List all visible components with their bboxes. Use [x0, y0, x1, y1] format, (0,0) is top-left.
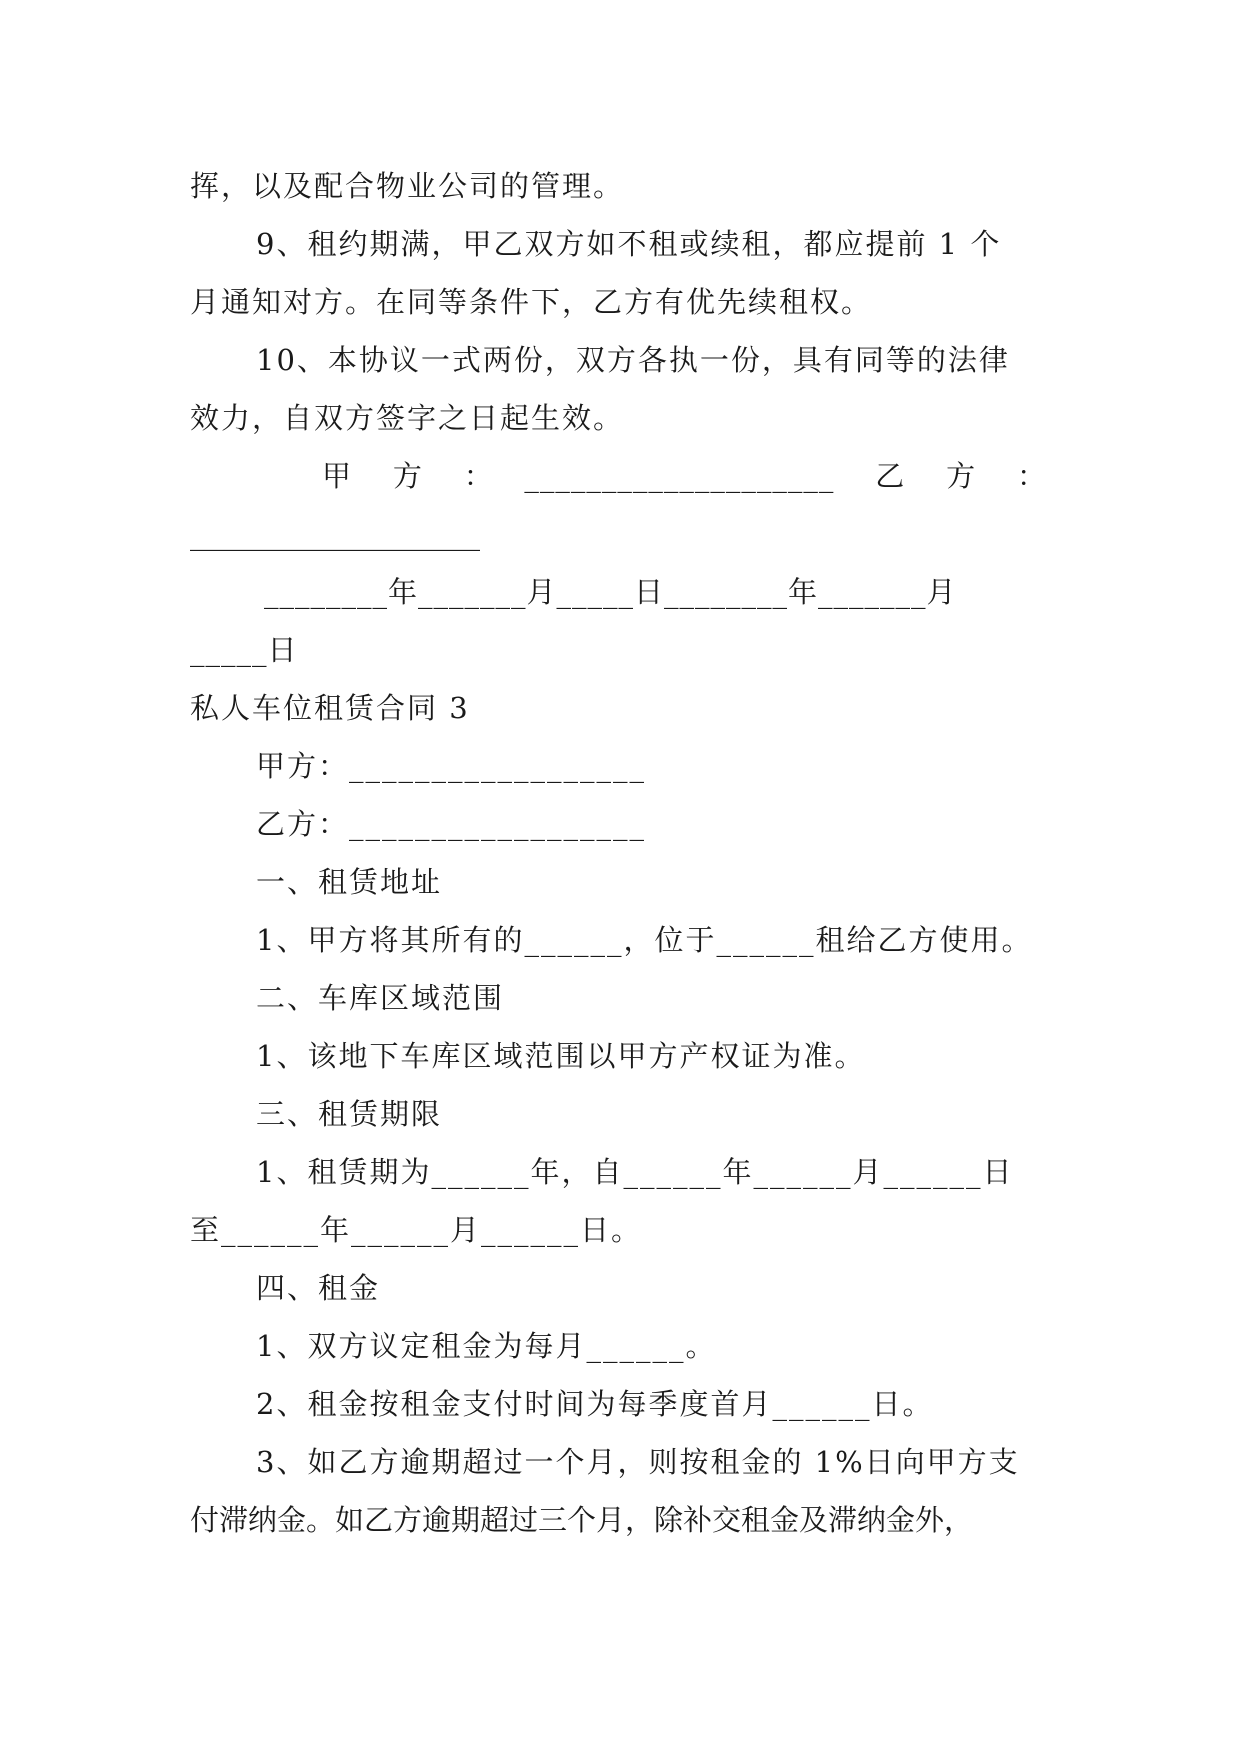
contract-title: 私人车位租赁合同 3	[190, 691, 470, 725]
party-a-field: 甲方：__________________	[256, 749, 647, 783]
signature-blank: ____________________	[190, 517, 480, 551]
clause-text: 1、双方议定租金为每月______。	[256, 1329, 717, 1363]
text-line: 月通知对方。在同等条件下，乙方有优先续租权。	[190, 285, 873, 319]
clause-9: 9、租约期满，甲乙双方如不租或续租，都应提前 1 个	[256, 227, 1002, 261]
signature-dates: ________年_______月_____日________年_______月	[264, 575, 957, 609]
section-heading: 三、租赁期限	[256, 1097, 443, 1131]
clause-text: 1、该地下车库区域范围以甲方产权证为准。	[256, 1039, 866, 1073]
text-line: 挥，以及配合物业公司的管理。	[190, 169, 625, 203]
clause-text: 1、甲方将其所有的______，位于______租给乙方使用。	[256, 923, 1033, 957]
clause-10: 10、本协议一式两份，双方各执一份，具有同等的法律	[256, 343, 1010, 377]
signature-parties: 甲 方 ： ____________________ 乙 方 ：	[322, 459, 1048, 493]
section-heading: 四、租金	[256, 1271, 381, 1305]
text-line: 效力，自双方签字之日起生效。	[190, 401, 625, 435]
section-heading: 二、车库区域范围	[256, 981, 505, 1015]
clause-text: 3、如乙方逾期超过一个月，则按租金的 1%日向甲方支	[256, 1445, 1020, 1479]
clause-text: 至______年______月______日。	[190, 1213, 643, 1247]
section-heading: 一、租赁地址	[256, 865, 443, 899]
clause-text: 付滞纳金。如乙方逾期超过三个月，除补交租金及滞纳金外，	[190, 1503, 974, 1537]
signature-date-tail: _____日	[190, 633, 298, 667]
clause-text: 2、租金按租金支付时间为每季度首月______日。	[256, 1387, 934, 1421]
clause-text: 1、租赁期为______年，自______年______月______日	[256, 1155, 1014, 1189]
party-b-field: 乙方：__________________	[256, 807, 647, 841]
